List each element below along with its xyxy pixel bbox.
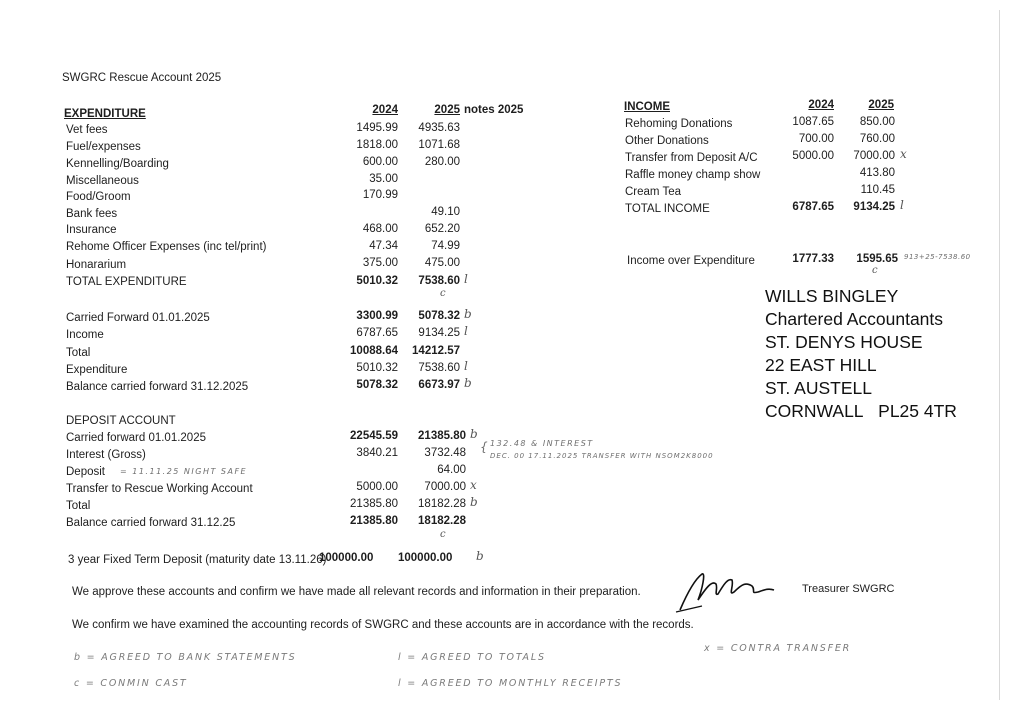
income-row-2024: 1087.65: [792, 116, 834, 128]
deposit-row-2025: 64.00: [437, 464, 466, 476]
expenditure-row-2025: 49.10: [431, 206, 460, 218]
deposit-row-2025: 21385.80: [418, 430, 466, 442]
tick-mark-b: b: [470, 495, 478, 509]
total-expenditure-2025: 7538.60: [418, 275, 460, 287]
expenditure-row-2024: 1818.00: [356, 139, 398, 151]
expenditure-col-notes: notes 2025: [464, 104, 524, 116]
expenditure-row-label: Honararium: [66, 259, 127, 271]
legend-x: x = CONTRA TRANSFER: [704, 643, 852, 654]
deposit-note: = 11.11.25 NIGHT SAFE: [120, 467, 248, 476]
deposit-row-2025: 7000.00: [424, 481, 466, 493]
total-expenditure-label: TOTAL EXPENDITURE: [66, 276, 187, 288]
interest-brace: {: [480, 440, 488, 454]
summary-row-2025: 5078.32: [418, 310, 460, 322]
expenditure-row-label: Food/Groom: [66, 191, 131, 203]
expenditure-row-2024: 468.00: [362, 223, 398, 235]
deposit-row-2025: 18182.28: [418, 515, 466, 527]
tick-mark-x: x: [900, 147, 907, 161]
expenditure-row-2025: 280.00: [424, 156, 460, 168]
tick-mark-l: l: [464, 272, 468, 286]
summary-row-2024: 6787.65: [356, 327, 398, 339]
income-row-2024: 5000.00: [792, 150, 834, 162]
stamp-postcode: PL25 4TR: [878, 401, 957, 421]
fixed-term-label: 3 year Fixed Term Deposit (maturity date 13.11.26): [68, 554, 327, 566]
tick-mark-b: b: [476, 549, 484, 563]
stamp-line: ST. AUSTELL: [765, 378, 872, 398]
expenditure-row-2024: 1495.99: [356, 122, 398, 134]
deposit-heading: DEPOSIT ACCOUNT: [66, 415, 176, 427]
stamp-line: ST. DENYS HOUSE: [765, 332, 923, 352]
legend-e: l = AGREED TO MONTHLY RECEIPTS: [398, 678, 623, 689]
expenditure-row-label: Miscellaneous: [66, 175, 139, 187]
income-row-label: Other Donations: [625, 135, 709, 147]
total-income-label: TOTAL INCOME: [625, 203, 710, 215]
stamp-line: Chartered Accountants: [765, 309, 944, 329]
expenditure-col-2024: 2024: [372, 104, 398, 116]
income-over-label: Income over Expenditure: [627, 255, 755, 267]
tick-mark-c: c: [872, 265, 878, 276]
summary-row-label: Expenditure: [66, 364, 128, 376]
page-edge: [999, 10, 1000, 700]
approval-statement: We approve these accounts and confirm we have made all relevant records and information in their preparation.: [72, 586, 641, 598]
summary-row-2025: 7538.60: [418, 362, 460, 374]
deposit-row-2024: 5000.00: [356, 481, 398, 493]
deposit-row-2025: 18182.28: [418, 498, 466, 510]
expenditure-row-label: Insurance: [66, 224, 117, 236]
income-row-label: Cream Tea: [625, 186, 682, 198]
fixed-term-2024: 100000.00: [319, 552, 374, 564]
stamp-county: CORNWALL: [765, 401, 864, 421]
income-row-label: Raffle money champ show: [625, 169, 761, 181]
expenditure-row-2024: 35.00: [369, 173, 398, 185]
interest-note-1: 132.48 & INTEREST: [490, 439, 594, 448]
summary-row-2025: 9134.25: [418, 327, 460, 339]
fixed-term-2025: 100000.00: [398, 552, 453, 564]
deposit-row-2025: 3732.48: [424, 447, 466, 459]
total-income-2025: 9134.25: [853, 201, 895, 213]
expenditure-row-label: Kennelling/Boarding: [66, 158, 169, 170]
tick-mark-l: l: [464, 359, 468, 373]
deposit-note-text: 11.11.25 NIGHT SAFE: [132, 467, 248, 476]
document-title: SWGRC Rescue Account 2025: [62, 72, 222, 84]
income-row-2025: 110.45: [860, 184, 895, 196]
deposit-row-2024: 3840.21: [356, 447, 398, 459]
tick-mark-b: b: [464, 376, 472, 390]
summary-row-2025: 14212.57: [412, 345, 460, 357]
expenditure-row-label: Fuel/expenses: [66, 141, 141, 153]
tick-mark-x: x: [470, 478, 477, 492]
income-row-2025: 413.80: [859, 167, 895, 179]
summary-row-2024: 10088.64: [350, 345, 398, 357]
income-heading: INCOME: [624, 101, 670, 113]
income-row-label: Transfer from Deposit A/C: [625, 152, 758, 164]
confirmation-statement: We confirm we have examined the accounting records of SWGRC and these accounts are in accordance with the records.: [72, 619, 694, 631]
interest-note-2: DEC. 00 17.11.2025 TRANSFER WITH NSOM2K8000: [490, 452, 714, 460]
summary-row-label: Carried Forward 01.01.2025: [66, 312, 210, 324]
summary-row-2024: 3300.99: [356, 310, 398, 322]
summary-row-label: Total: [66, 347, 91, 359]
tick-mark-c: c: [440, 288, 446, 299]
expenditure-row-label: Rehome Officer Expenses (inc tel/print): [66, 241, 267, 253]
tick-mark-l: l: [900, 198, 904, 212]
tick-mark-b: b: [464, 307, 472, 321]
income-row-2024: 700.00: [798, 133, 834, 145]
stamp-line-county: [765, 400, 957, 423]
expenditure-row-2025: 475.00: [424, 257, 460, 269]
stamp-line: 22 EAST HILL: [765, 355, 877, 375]
summary-row-label: Income: [66, 329, 104, 341]
deposit-row-2024: 21385.80: [350, 515, 398, 527]
summary-row-2025: 6673.97: [418, 379, 460, 391]
stamp-line: WILLS BINGLEY: [765, 286, 899, 306]
deposit-row-label: Transfer to Rescue Working Account: [66, 483, 253, 495]
income-row-2025: 850.00: [859, 116, 895, 128]
expenditure-row-2024: 170.99: [362, 189, 398, 201]
deposit-row-label: Total: [66, 500, 91, 512]
summary-row-2024: 5078.32: [356, 379, 398, 391]
expenditure-row-2024: 600.00: [362, 156, 398, 168]
legend-b: b = AGREED TO BANK STATEMENTS: [74, 652, 297, 663]
income-col-2024: 2024: [808, 99, 834, 111]
accountant-stamp: [765, 285, 957, 423]
income-row-2025: 760.00: [859, 133, 895, 145]
income-over-note: 913+25-7538.60: [904, 253, 971, 261]
legend-c: c = CONMIN CAST: [74, 678, 188, 689]
deposit-row-2024: 22545.59: [350, 430, 398, 442]
expenditure-row-2025: 1071.68: [418, 139, 460, 151]
signatory-label: Treasurer SWGRC: [802, 583, 895, 595]
expenditure-row-label: Vet fees: [66, 124, 108, 136]
income-row-label: Rehoming Donations: [625, 118, 733, 130]
deposit-row-label: Interest (Gross): [66, 449, 146, 461]
expenditure-heading: EXPENDITURE: [64, 108, 146, 120]
expenditure-row-2024: 47.34: [369, 240, 398, 252]
total-expenditure-2024: 5010.32: [356, 275, 398, 287]
tick-mark-l: l: [464, 324, 468, 338]
legend-l: l = AGREED TO TOTALS: [398, 652, 546, 663]
income-row-2025: 7000.00: [853, 150, 895, 162]
expenditure-col-2025: 2025: [434, 104, 460, 116]
deposit-row-label: Balance carried forward 31.12.25: [66, 517, 236, 529]
summary-row-label: Balance carried forward 31.12.2025: [66, 381, 249, 393]
expenditure-row-2025: 652.20: [424, 223, 460, 235]
deposit-row-2024: 21385.80: [350, 498, 398, 510]
income-col-2025: 2025: [868, 99, 894, 111]
expenditure-row-2025: 74.99: [431, 240, 460, 252]
expenditure-row-2025: 4935.63: [418, 122, 460, 134]
expenditure-row-2024: 375.00: [362, 257, 398, 269]
summary-row-2024: 5010.32: [356, 362, 398, 374]
deposit-row-label: Deposit: [66, 466, 105, 478]
total-income-2024: 6787.65: [792, 201, 834, 213]
tick-mark-b: b: [470, 427, 478, 441]
tick-mark-c: c: [440, 529, 446, 540]
deposit-row-label: Carried forward 01.01.2025: [66, 432, 206, 444]
income-over-2024: 1777.33: [792, 253, 834, 265]
income-over-2025: 1595.65: [856, 253, 898, 265]
expenditure-row-label: Bank fees: [66, 208, 118, 220]
treasurer-signature: [672, 566, 782, 616]
